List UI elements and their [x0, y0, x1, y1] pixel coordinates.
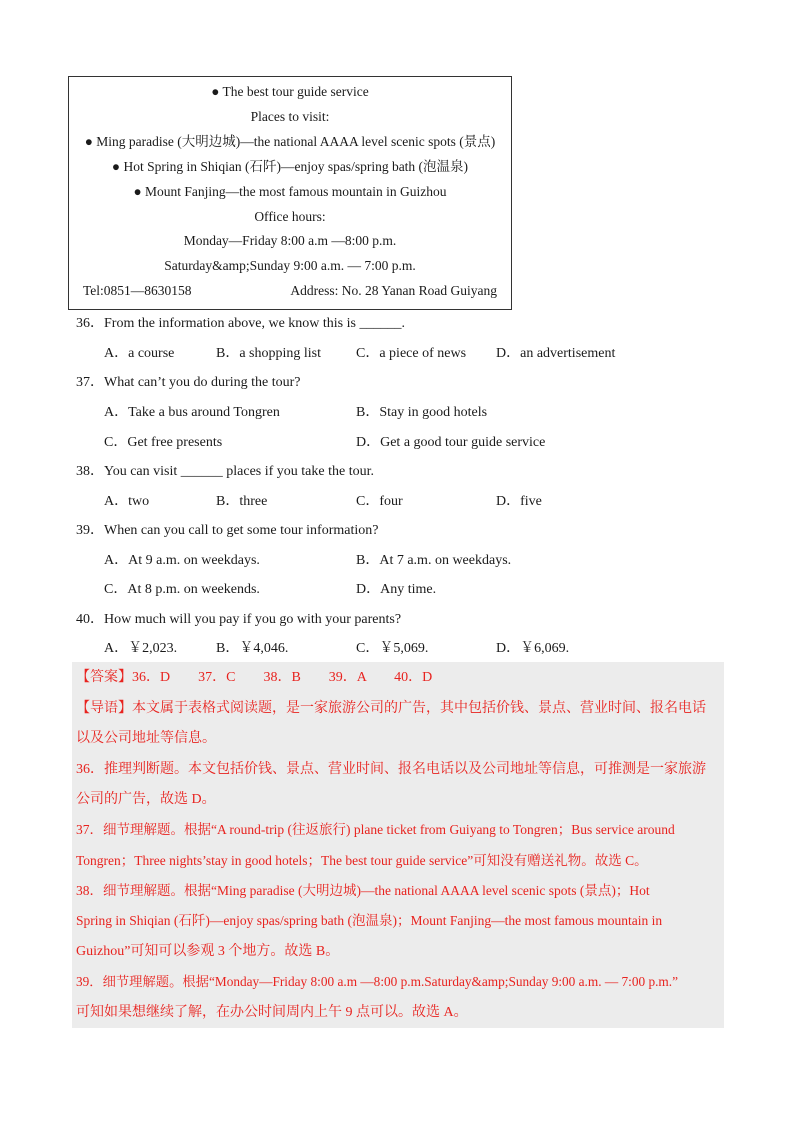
advert-line: ● The best tour guide service: [211, 84, 369, 99]
question-option: C．a piece of news: [356, 346, 467, 361]
answer-line: 公司的广告，故选 D。: [76, 792, 216, 807]
answer-line: 38．细节理解题。根据“Ming paradise (大明边城)—the national AAAA level scenic spots (景点)；Hot: [76, 883, 650, 898]
question-option: B．a shopping list: [216, 346, 322, 361]
advert-line: ● Hot Spring in Shiqian (石阡)—enjoy spas/spring bath (泡温泉): [111, 159, 469, 174]
question-option: B．At 7 a.m. on weekdays.: [356, 553, 512, 568]
question-option: C．Get free presents: [104, 435, 223, 450]
answer-line: 【导语】本文属于表格式阅读题，是一家旅游公司的广告，其中包括价钱、景点、营业时间、报名电话: [76, 701, 706, 716]
advert-line: ● Mount Fanjing—the most famous mountain in Guizhou: [133, 184, 447, 199]
question-option: B．￥4,046.: [216, 641, 289, 656]
question-option: D．￥6,069.: [496, 641, 570, 656]
advert-line: Office hours:: [254, 209, 326, 224]
question-option: C．At 8 p.m. on weekends.: [104, 582, 260, 597]
question-option: D．Any time.: [356, 582, 437, 597]
question-option: A．At 9 a.m. on weekdays.: [104, 553, 260, 568]
question-option: C．four: [356, 494, 403, 509]
advert-line: Monday—Friday 8:00 a.m —8:00 p.m.: [183, 233, 397, 248]
advert-line: ● Ming paradise (大明边城)—the national AAAA level scenic spots (景点): [84, 134, 496, 149]
question-option: D．five: [496, 494, 542, 509]
question-stem: 39．When can you call to get some tour information?: [76, 523, 379, 538]
answer-line: Spring in Shiqian (石阡)—enjoy spas/spring bath (泡温泉)；Mount Fanjing—the most famous mountain in: [76, 913, 663, 928]
answer-line: 可知如果想继续了解，在办公时间周内上午 9 点可以。故选 A。: [76, 1005, 468, 1020]
question-option: A．a course: [104, 346, 175, 361]
question-stem: 37．What can’t you do during the tour?: [76, 375, 301, 390]
question-option: A．two: [104, 494, 150, 509]
question-option: D．an advertisement: [496, 346, 616, 361]
answer-line: 39．细节理解题。根据“Monday—Friday 8:00 a.m —8:00 p.m.Saturday&amp;Sunday 9:00 a.m. — 7:00 p.m.”: [76, 974, 679, 989]
question-stem: 36．From the information above, we know this is ______.: [76, 316, 405, 331]
question-option: B．three: [216, 494, 268, 509]
question-option: C．￥5,069.: [356, 641, 429, 656]
answer-line: Tongren；Three nights’stay in good hotels；The best tour guide service”可知没有赠送礼物。故选 C。: [76, 853, 648, 868]
advert-address: Address: No. 28 Yanan Road Guiyang: [290, 283, 497, 298]
advert-box: [68, 76, 512, 310]
answer-line: Guizhou”可知可以参观 3 个地方。故选 B。: [76, 944, 340, 959]
advert-tel: Tel:0851—8630158: [83, 283, 192, 298]
question-option: B．Stay in good hotels: [356, 405, 488, 420]
answer-line: 36．推理判断题。本文包括价钱、景点、营业时间、报名电话以及公司地址等信息，可推测是一家旅游: [76, 762, 706, 777]
question-stem: 38．You can visit ______ places if you take the tour.: [76, 464, 374, 479]
question-option: D．Get a good tour guide service: [356, 435, 546, 450]
question-stem: 40．How much will you pay if you go with your parents?: [76, 612, 402, 627]
advert-line: Places to visit:: [250, 109, 330, 124]
question-option: A．Take a bus around Tongren: [104, 405, 280, 420]
question-option: A．￥2,023.: [104, 641, 178, 656]
advert-contact: [83, 282, 497, 300]
answer-line: 37．细节理解题。根据“A round-trip (往返旅行) plane ticket from Guiyang to Tongren；Bus service around: [76, 822, 675, 837]
answer-key: 【答案】36．D 37．C 38．B 39．A 40．D: [76, 670, 433, 685]
answer-line: 以及公司地址等信息。: [76, 731, 216, 746]
advert-line: Saturday&amp;Sunday 9:00 a.m. — 7:00 p.m.: [164, 258, 416, 273]
